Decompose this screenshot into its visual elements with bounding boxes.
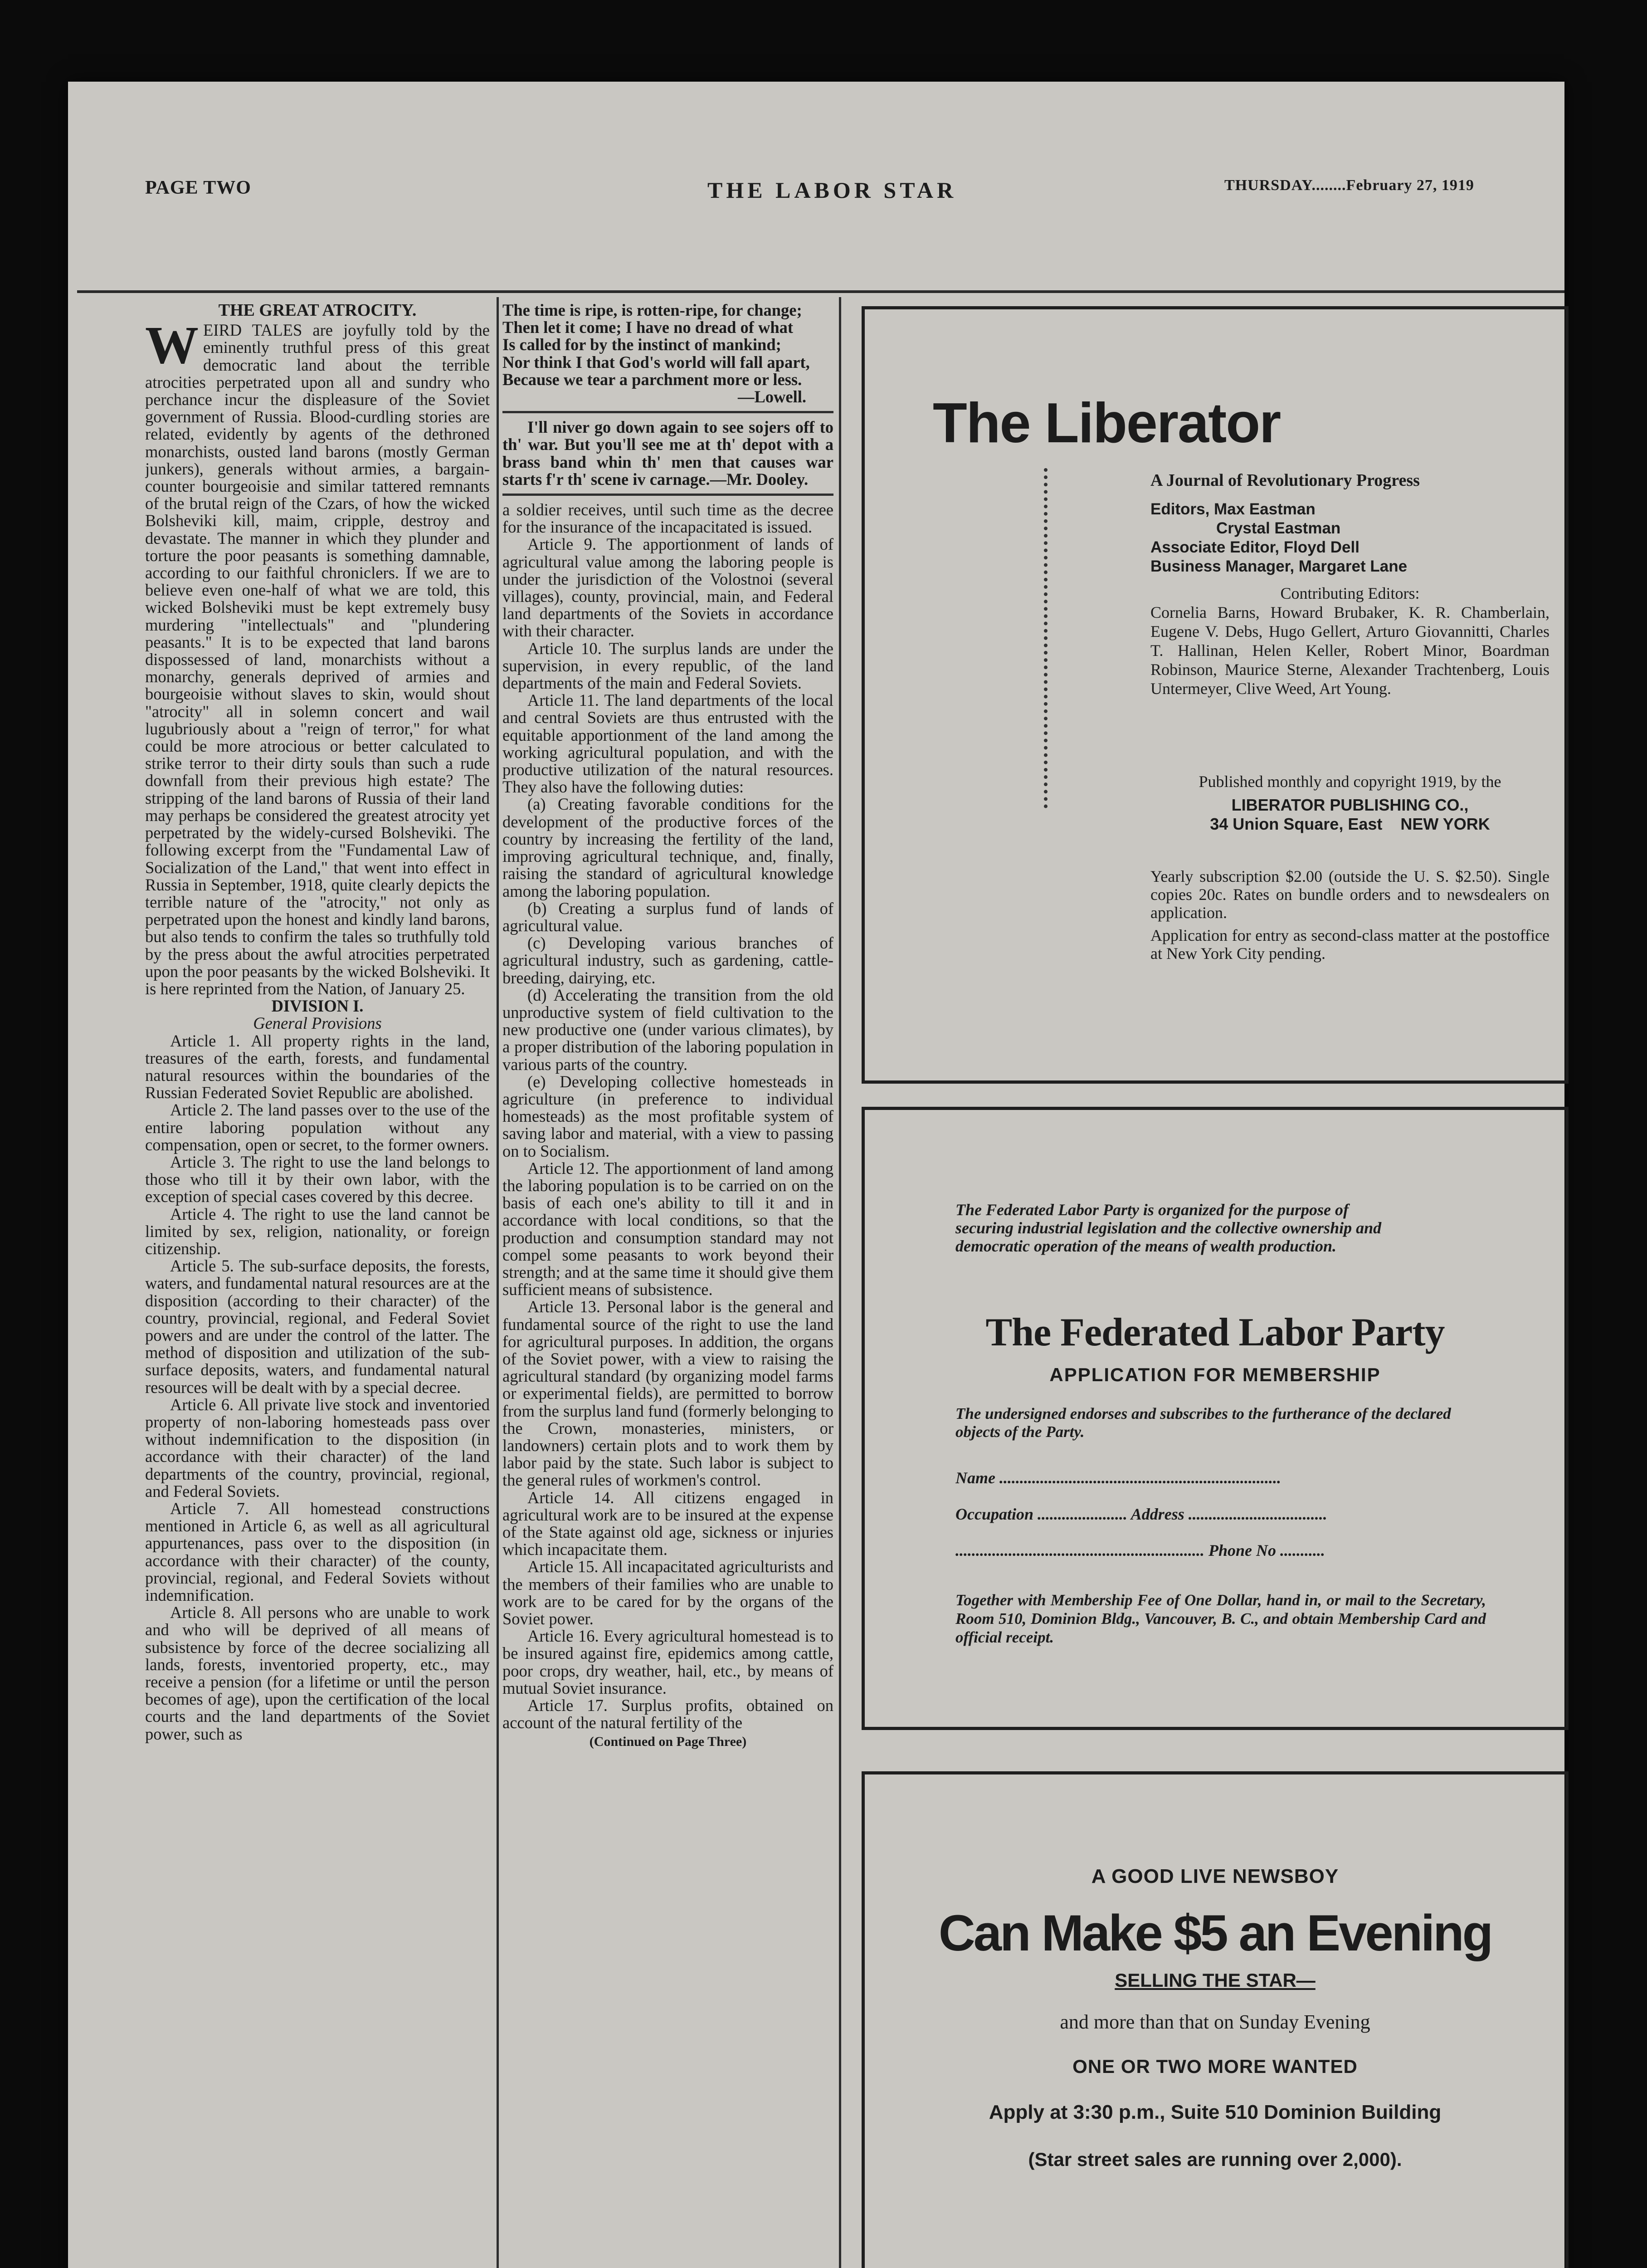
newsboy-apply: Apply at 3:30 p.m., Suite 510 Dominion Building — [989, 2101, 1442, 2123]
liberator-staff — [1150, 500, 1550, 576]
occupation-label: Occupation — [955, 1505, 1034, 1523]
article-column-1 — [145, 302, 490, 2268]
page-label: PAGE TWO — [145, 177, 251, 198]
flp-intro: The Federated Labor Party is organized for the purpose of securing industrial legislation and the collective ownership and democratic operation of the means of wealth production. — [955, 1201, 1382, 1255]
article-column-2 — [502, 302, 833, 2268]
article-intro: EIRD TALES are joyfully told by the eminently truthful press of this great democratic land about the terrible atrocities perpetrated upon all and sundry who perchance incur the displeasure of the Soviet government of Russia. Blood-curdling stories are related, evidently by agents of the dethroned monarchists, ousted land barons (mostly German junkers), generals without armies, a bargain-counter bourgeoisie and similar tattered remnants of the brutal reign of the Czars, of how the wicked Bolsheviki kill, maim, cripple, destroy and devastate. The manner in which they plunder and torture the poor peasants is something damnable, according to our faithful chroniclers. If we are to believe even one-half of what we are told, this wicked Bolsheviki must be kept extremely busy murdering "intellectuals" and "plundering peasants." It is to be expected that land barons dispossessed of land, monarchists without a monarchy, generals deprived of armies and bourgeoisie without slaves to skin, would shout "atrocity" all in solemn concert and wail lugubriously about a "reign of terror," for what could be more atrocious or better calculated to strike terror to their dirty souls than such a rude downfall from their previous high estate? The stripping of the land barons of Russia of their land may perhaps be considered the greatest atrocity yet perpetrated by the widely-cursed Bolsheviki. The following excerpt from the "Fundamental Law of Socialization of the Land," that went into effect in Russia in September, 1918, quite clearly depicts the terrible nature of the "atrocity," not only as perpetrated upon the honest and kindly land barons, but also tends to confirm the tales so truthfully told by the press about the awful atrocities perpetrated upon the poor peasants by the wicked Bolsheviki. It is here reprinted from the Nation, of January 25. — [145, 321, 490, 998]
liberator-publisher — [1150, 772, 1550, 834]
contrib-list: Cornelia Barns, Howard Brubaker, K. R. Chamberlain, Eugene V. Debs, Hugo Gellert, Arturo Giovannitti, Charles T. Hallinan, Helen Keller, Robert Minor, Boardman Robinson, Maurice Sterne, Alexander Trachtenberg, Louis Untermeyer, Clive Weed, Art Young. — [1150, 603, 1550, 698]
newsboy-sunday: and more than that on Sunday Evening — [1060, 2011, 1370, 2033]
poem-line: The time is ripe, is rotten-ripe, for change; — [502, 302, 802, 319]
flp-ad — [862, 1107, 1569, 1730]
flp-instructions: Together with Membership Fee of One Dollar, hand in, or mail to the Secretary, Room 510, Dominion Bldg., Vancouver, B. C., and obtain Membership Card and official receipt. — [955, 1591, 1486, 1646]
liberator-terms — [1150, 867, 1550, 963]
drop-cap: W — [145, 315, 199, 375]
name-label: Name — [955, 1469, 995, 1487]
editors-line: Editors, Max Eastman — [1150, 500, 1316, 518]
column-rule-1 — [497, 297, 499, 2268]
publisher-address: 34 Union Square, East — [1210, 815, 1383, 833]
flp-pledge: The undersigned endorses and subscribes to the furtherance of the declared objects of the Party. — [955, 1405, 1451, 1441]
poem-attribution: —Lowell. — [737, 387, 806, 406]
subscription-line: Yearly subscription $2.00 (outside the U. S. $2.50). Single copies 20c. Rates on bundle orders and to newsdealers on application. — [1150, 867, 1550, 922]
article-paragraph: (a) Creating favorable conditions for the development of the productive forces of the country by increasing the fertility of the land, improving agricultural technique, and, finally, raising the standard of agricultural knowledge among the laboring population. — [502, 795, 833, 900]
article-paragraph: Article 11. The land departments of the local and central Soviets are thus entrusted with the equitable apportionment of the land among the working agricultural population, and with the productive utilization of the natural resources. They also have the following duties: — [502, 691, 833, 797]
article-paragraph: Article 2. The land passes over to the use of the entire laboring population without any compensation, open or secret, to the former owners. — [145, 1100, 490, 1154]
newsboy-wanted: ONE OR TWO MORE WANTED — [1072, 2056, 1358, 2077]
article-paragraph: a soldier receives, until such time as the decree for the insurance of the incapacitated is issued. — [502, 500, 833, 537]
liberator-contributors — [1150, 584, 1550, 698]
poem — [502, 302, 833, 406]
article-paragraph: Article 5. The sub-surface deposits, the forests, waters, and fundamental natural resources are at the disposition (according to their character) of the country, provincial, regional, and Federal Soviet powers and are under the control of the latter. The method of disposition and utilization of the sub-surface deposits, waters, and fundamental natural resources will be dealt with by a special decree. — [145, 1256, 490, 1397]
phone-field[interactable]: ............................................................. Phone No ........... — [955, 1541, 1325, 1559]
contrib-heading: Contributing Editors: — [1280, 584, 1420, 602]
liberator-ad — [862, 306, 1569, 1084]
published-line: Published monthly and copyright 1919, by the — [1199, 772, 1501, 791]
division-subheading: General Provisions — [253, 1014, 382, 1033]
dotted-divider — [1044, 468, 1051, 808]
poem-line: Nor think I that God's world will fall apart, — [502, 352, 810, 371]
article-paragraph: (b) Creating a surplus fund of lands of agricultural value. — [502, 899, 833, 935]
occupation-field[interactable]: Occupation ...................... Address .................................. — [955, 1505, 1327, 1523]
poem-line: Is called for by the instinct of mankind; — [502, 335, 781, 354]
name-field[interactable]: Name ..................................................................... — [955, 1469, 1281, 1487]
associate-editor: Associate Editor, Floyd Dell — [1150, 538, 1360, 556]
newsboy-ad — [862, 1771, 1569, 2268]
article-paragraph: Article 13. Personal labor is the general and fundamental source of the right to use the land for agricultural purposes. In addition, the organs of the Soviet power, with a view to raising the agricultural standard (by organizing model farms or experimental fields), are permitted to borrow from the surplus land fund (formerly belonging to the Crown, monasteries, ministers, or landowners) certain plots and to work them by labor paid by the state. Such labor is subject to the general rules of workmen's control. — [502, 1297, 833, 1490]
article-paragraph: Article 12. The apportionment of land among the laboring population is to be carried on on the basis of each one's ability to till it and in accordance with local conditions, so that the production and consumption standard may not compel some peasants to work beyond their strength; and at the same time it should give them sufficient means of subsistence. — [502, 1158, 833, 1299]
column-rule-2 — [839, 297, 841, 2268]
masthead: THE LABOR STAR — [707, 177, 957, 203]
newsboy-sales: (Star street sales are running over 2,000). — [1028, 2149, 1402, 2170]
poem-line: Then let it come; I have no dread of what — [502, 318, 794, 337]
article-paragraph: Article 17. Surplus profits, obtained on account of the natural fertility of the — [502, 1696, 833, 1732]
entry-line: Application for entry as second-class matter at the postoffice at New York City pending. — [1150, 926, 1550, 963]
dooley-quote: I'll niver go down again to see sojers off to th' war. But you'll see me at th' depot with a brass band whin th' men that causes war starts f'r th' scene iv carnage.—Mr. Dooley. — [502, 418, 833, 489]
article-paragraph: Article 15. All incapacitated agriculturists and the members of their families who are unable to work are to be cared for by the organs of the Soviet power. — [502, 1557, 833, 1628]
article-paragraph: Article 1. All property rights in the land, treasures of the earth, forests, and fundamental natural resources within the boundaries of the Russian Federated Soviet Republic are abolished. — [145, 1031, 490, 1102]
section-rule — [502, 411, 833, 413]
publisher-name: LIBERATOR PUBLISHING CO., — [1231, 796, 1469, 814]
newsboy-kicker: A GOOD LIVE NEWSBOY — [1091, 1865, 1339, 1887]
article-paragraph: Article 8. All persons who are unable to work and who will be deprived of all means of subsistence by force of the decree socializing all lands, forests, inventoried property, etc., may receive a pension (for a lifetime or until the person becomes of age), upon the certification of the local courts and the land departments of the Soviet power, such as — [145, 1603, 490, 1743]
poem-line: Because we tear a parchment more or less. — [502, 370, 802, 389]
business-manager: Business Manager, Margaret Lane — [1150, 557, 1408, 575]
article-paragraph: (e) Developing collective homesteads in agriculture (in preference to individual homesteads) as the most profitable system of saving labor and material, with a view to passing on to Socialism. — [502, 1072, 833, 1160]
flp-title: The Federated Labor Party — [985, 1310, 1445, 1354]
newsboy-headline: Can Make $5 an Evening — [938, 1905, 1492, 1961]
division-heading: DIVISION I. — [271, 997, 364, 1016]
liberator-subtitle: A Journal of Revolutionary Progress — [1150, 471, 1420, 490]
article-paragraph: (c) Developing various branches of agricultural industry, such as gardening, cattle-breeding, dairying, etc. — [502, 934, 833, 987]
article-paragraph: Article 7. All homestead constructions mentioned in Article 6, as well as all agricultural appurtenances, pass over to the disposition (in accordance with their character) of the county, provincial, regional, and Federal Soviets without indemnification. — [145, 1499, 490, 1605]
section-rule — [502, 494, 833, 496]
article-paragraph: Article 10. The surplus lands are under the supervision, in every republic, of the land departments of the main and Federal Soviets. — [502, 639, 833, 693]
continued-note: (Continued on Page Three) — [589, 1734, 747, 1750]
address-label: Address — [1130, 1505, 1184, 1523]
article-paragraph: Article 16. Every agricultural homestead is to be insured against fire, epidemics among cattle, poor crops, dry weather, hail, etc., by means of mutual Soviet insurance. — [502, 1627, 833, 1697]
article-paragraph: Article 9. The apportionment of lands of agricultural value among the laboring people is under the jurisdiction of the Volostnoi (several villages), county, provincial, main, and Federal land departments of the Soviets in accordance with their character. — [502, 535, 833, 640]
article-paragraph: Article 3. The right to use the land belongs to those who till it by their own labor, with the exception of special cases covered by this decree. — [145, 1152, 490, 1206]
article-paragraph: Article 4. The right to use the land cannot be limited by sex, religion, nationality, or foreign citizenship. — [145, 1204, 490, 1258]
article-paragraph: Article 6. All private live stock and inventoried property of non-laboring homesteads pass over without indemnification to the disposition (in accordance with their character) of the land departments of the country, provincial, regional, and Federal Soviets. — [145, 1395, 490, 1501]
flp-subtitle: APPLICATION FOR MEMBERSHIP — [1049, 1364, 1381, 1385]
liberator-title: The Liberator — [933, 392, 1281, 455]
header-rule — [77, 290, 1564, 293]
editors-line-2: Crystal Eastman — [1216, 519, 1341, 537]
publisher-city: NEW YORK — [1400, 815, 1490, 833]
article-paragraph: (d) Accelerating the transition from the old unproductive system of field cultivation to the new productive one (under various climates), by a proper distribution of the laboring population in various parts of the country. — [502, 985, 833, 1074]
dateline: THURSDAY........February 27, 1919 — [1224, 177, 1474, 194]
article-title: THE GREAT ATROCITY. — [218, 302, 417, 320]
newsboy-selling: SELLING THE STAR— — [1115, 1970, 1316, 1991]
phone-label: Phone No — [1208, 1541, 1277, 1559]
article-paragraph: Article 14. All citizens engaged in agricultural work are to be insured at the expense of the State against old age, sickness or injuries which incapacitate them. — [502, 1488, 833, 1559]
